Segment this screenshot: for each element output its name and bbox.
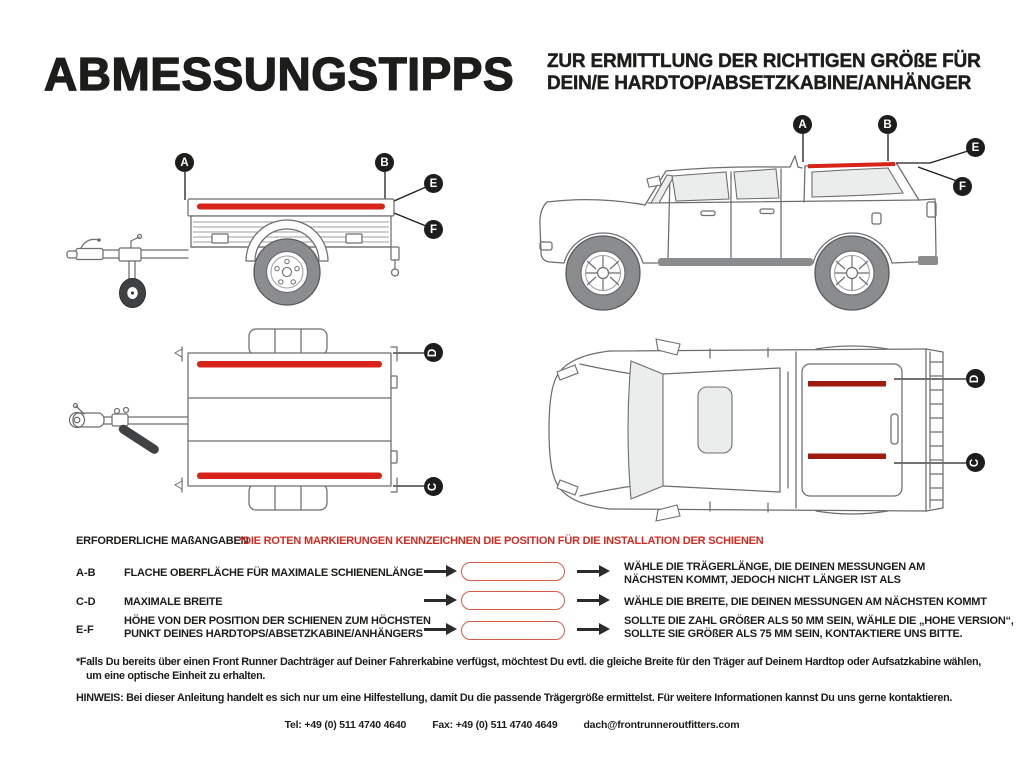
rear-wheel [815,236,889,310]
row-cd-key: C-D [76,596,96,608]
marker-d: D [424,343,443,362]
red-markings-note: *DIE ROTEN MARKIERUNGEN KENNZEICHNEN DIE POSITION FÜR DIE INSTALLATION DER SCHIENEN [239,535,764,547]
marker-connector-lines [393,353,424,486]
row-ab-result: WÄHLE DIE TRÄGERLÄNGE, DIE DEINEN MESSUNGEN AM NÄCHSTEN KOMMT, JEDOCH NICHT LÄNGER IST ALS [624,561,925,586]
page-subtitle [547,51,981,94]
measurement-blank-ab [461,562,565,581]
truck-side-view-drawing [520,110,1000,320]
marker-e: E [966,138,985,157]
rail-position-marker [197,204,385,210]
rail-position-marker [197,473,382,480]
subtitle-line-2: DEIN/E HARDTOP/ABSETZKABINE/ANHÄNGER [547,72,972,94]
contact-fax: Fax: +49 (0) 511 4740 4649 [432,719,558,731]
marker-c: C [424,477,443,496]
rail-position-marker [197,361,382,368]
rail-position-marker [808,454,886,460]
measurement-blank-cd [461,591,565,610]
trailer-side-view-drawing [60,130,480,330]
contact-email: dach@frontrunneroutfitters.com [583,719,740,731]
contact-footer [0,719,1024,731]
arrow-right-icon [424,565,458,578]
hinweis-note: HINWEIS: Bei dieser Anleitung handelt es sich nur um eine Hilfestellung, damit Du die passende Trägergröße ermittelst. Für weitere Informationen kannst Du uns gerne kontaktieren. [76,692,953,704]
row-cd-result: WÄHLE DIE BREITE, DIE DEINEN MESSUNGEN AM NÄCHSTEN KOMMT [624,596,987,608]
trailer-top-view-drawing [60,320,470,530]
row-ef-desc: HÖHE VON DER POSITION DER SCHIENEN ZUM HÖCHSTEN PUNKT DEINES HARDTOPS/ABSETZKABINE/ANHÄNGERS [124,615,431,640]
marker-d: D [966,369,985,388]
row-ef-result: SOLLTE DIE ZAHL GRÖßER ALS 50 MM SEIN, WÄHLE DIE „HOHE VERSION“, SOLLTE SIE GRÖßER ALS 75 MM SEIN, KONTAKTIERE UNS BITTE. [624,615,1014,640]
contact-tel: Tel: +49 (0) 511 4740 4640 [284,719,407,731]
marker-a: A [793,115,812,134]
marker-f: F [953,177,972,196]
rail-position-marker [808,162,895,168]
row-ef-key: E-F [76,624,94,636]
arrow-right-icon [577,565,611,578]
arrow-right-icon [424,623,458,636]
page-title: ABMESSUNGSTIPPS [44,48,515,100]
row-ab-desc: FLACHE OBERFLÄCHE FÜR MAXIMALE SCHIENENLÄNGE [124,567,423,579]
marker-e: E [424,174,443,193]
row-ab-key: A-B [76,567,96,579]
marker-a: A [175,153,194,172]
subtitle-line-1: ZUR ERMITTLUNG DER RICHTIGEN GRÖßE FÜR [547,51,981,72]
row-cd-desc: MAXIMALE BREITE [124,596,223,608]
marker-b: B [375,153,394,172]
truck-top-view-drawing [530,330,1000,530]
measurements-heading: ERFORDERLICHE MAßANGABEN [76,535,249,547]
measurement-blank-ef [461,621,565,640]
arrow-right-icon [424,594,458,607]
arrow-right-icon [577,594,611,607]
rail-position-marker [808,381,886,387]
arrow-right-icon [577,623,611,636]
footnote-line-2: um eine optische Einheit zu erhalten. [86,670,266,682]
footnote-line-1: *Falls Du bereits über einen Front Runner Dachträger auf Deiner Fahrerkabine verfügst, möchtest Du evtl. die gleiche Breite für den Träger auf Deinem Hardtop oder Aufsatzkabine wählen, [76,656,981,668]
front-wheel [566,236,640,310]
marker-c: C [966,453,985,472]
marker-b: B [878,115,897,134]
marker-f: F [424,220,443,239]
